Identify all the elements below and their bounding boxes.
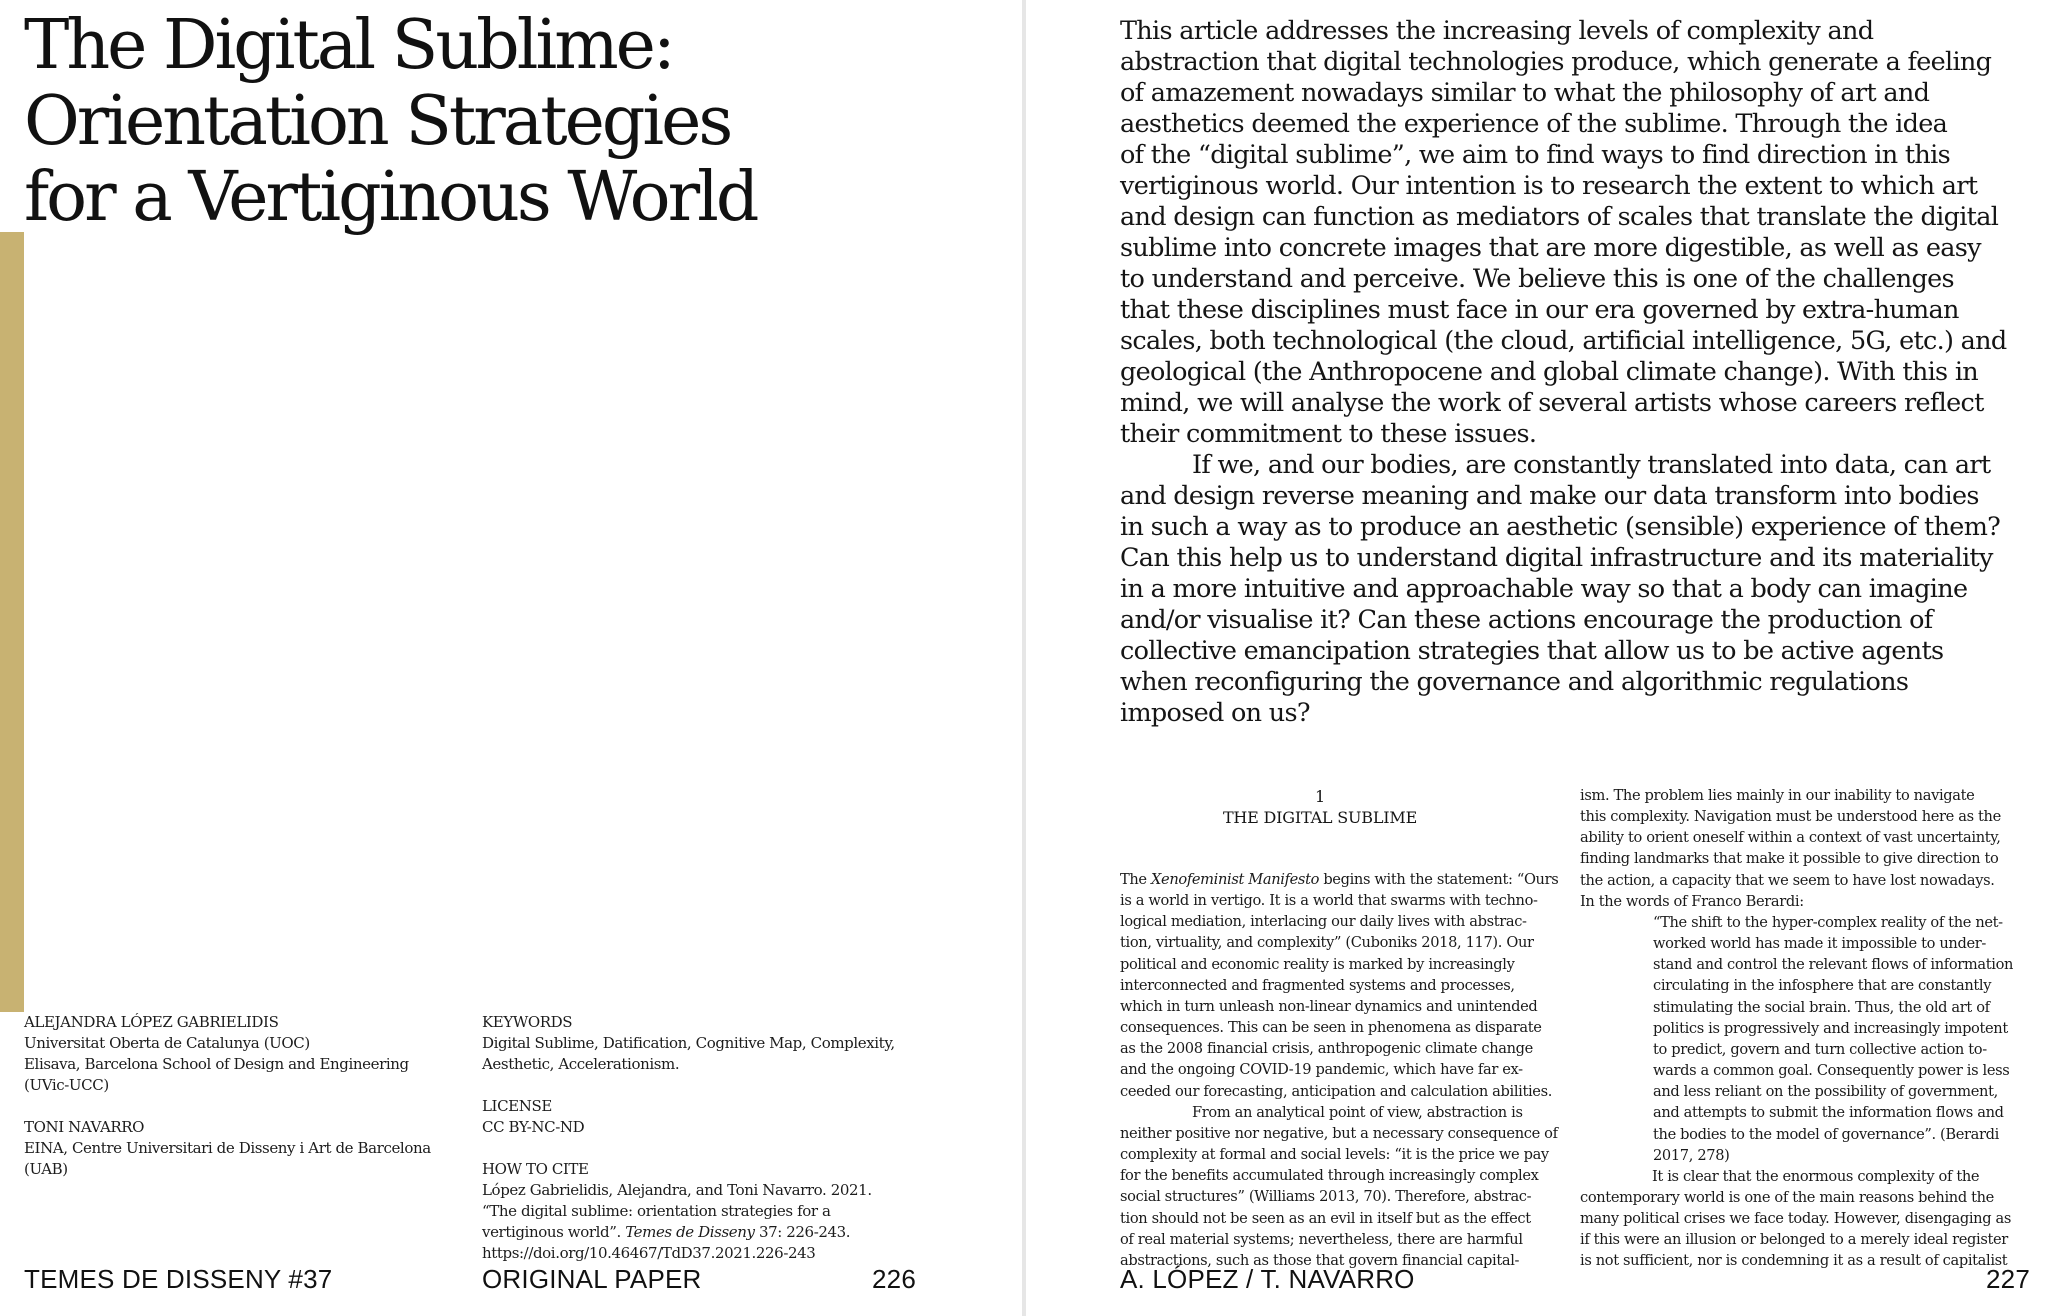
body-text-part: begins with the statement: “Ours — [1319, 871, 1559, 888]
cite-text-part: vertiginous world”. — [482, 1223, 626, 1241]
cite-text — [482, 1222, 922, 1243]
body-line: tion, virtuality, and complexity” (Cuboniks 2018, 117). Our — [1120, 934, 1534, 952]
body-line: is a world in vertigo. It is a world that swarms with techno- — [1120, 892, 1538, 910]
body-line: From an analytical point of view, abstraction is — [1192, 1103, 1523, 1121]
abstract-line: Can this help us to understand digital infrastructure and its materiality — [1120, 543, 1993, 573]
license-label: LICENSE — [482, 1097, 552, 1115]
block-quote-line: circulating in the infosphere that are constantly — [1653, 977, 1992, 995]
body-line — [1120, 869, 1590, 890]
body-line: political and economic reality is marked by increasingly — [1120, 955, 1515, 973]
body-line: and the ongoing COVID-19 pandemic, which have far ex- — [1120, 1061, 1523, 1079]
keywords-label: KEYWORDS — [482, 1013, 573, 1031]
body-line: many political crises we face today. However, disengaging as — [1580, 1210, 2011, 1228]
author-affiliations — [24, 1012, 464, 1180]
abstract-line: sublime into concrete images that are more digestible, as well as easy — [1120, 233, 1981, 263]
license-value: CC BY-NC-ND — [482, 1118, 585, 1136]
abstract-line: in such a way as to produce an aesthetic (sensible) experience of them? — [1120, 512, 2001, 542]
body-line: ceeded our forecasting, anticipation and calculation abilities. — [1120, 1082, 1553, 1100]
page-number: 227 — [1986, 1264, 2030, 1294]
body-line: complexity at formal and social levels: “it is the price we pay — [1120, 1146, 1549, 1164]
abstract-line: to understand and perceive. We believe this is one of the challenges — [1120, 264, 1954, 294]
article-title — [24, 8, 756, 236]
body-line: tion should not be seen as an evil in itself but as the effect — [1120, 1209, 1531, 1227]
author-affiliation: EINA, Centre Universitari de Disseny i Art de Barcelona — [24, 1139, 431, 1157]
footer-journal: TEMES DE DISSENY #37 — [24, 1264, 333, 1294]
block-quote-line: politics is progressively and increasingly impotent — [1653, 1019, 2008, 1037]
body-line: In the words of Franco Berardi: — [1580, 892, 1804, 910]
body-line: which in turn unleash non-linear dynamics and unintended — [1120, 997, 1538, 1015]
abstract-line: abstraction that digital technologies produce, which generate a feeling — [1120, 47, 1992, 77]
left-page — [0, 0, 1022, 1316]
abstract-line: scales, both technological (the cloud, artificial intelligence, 5G, etc.) and — [1120, 326, 2007, 356]
block-quote-line: and attempts to submit the information flows and — [1653, 1104, 2004, 1122]
body-text-part: The — [1120, 871, 1152, 888]
block-quote-line: “The shift to the hyper-complex reality of the net- — [1653, 913, 2003, 931]
doi-link[interactable]: https://doi.org/10.46467/TdD37.2021.226-243 — [482, 1244, 816, 1262]
abstract-line: and/or visualise it? Can these actions encourage the production of — [1120, 605, 1933, 635]
body-line: the action, a capacity that we seem to have lost nowadays. — [1580, 871, 1995, 889]
abstract-line: geological (the Anthropocene and global climate change). With this in — [1120, 357, 1979, 387]
block-quote-line: stimulating the social brain. Thus, the old art of — [1653, 998, 1990, 1016]
article-metadata — [482, 1012, 922, 1264]
body-line: as the 2008 financial crisis, anthropogenic climate change — [1120, 1040, 1533, 1058]
body-column-left — [1120, 869, 1590, 1271]
right-page — [1026, 0, 2048, 1316]
author-name: ALEJANDRA LÓPEZ GABRIELIDIS — [24, 1013, 279, 1031]
abstract-line: collective emancipation strategies that allow us to be active agents — [1120, 636, 1944, 666]
keywords-text: Digital Sublime, Datification, Cognitive Map, Complexity, — [482, 1034, 895, 1052]
body-line: ism. The problem lies mainly in our inability to navigate — [1580, 787, 1975, 804]
abstract-line: If we, and our bodies, are constantly translated into data, can art — [1192, 450, 1991, 480]
abstract-line: of amazement nowadays similar to what the philosophy of art and — [1120, 78, 1930, 108]
abstract-line: imposed on us? — [1120, 698, 1310, 728]
footer-authors: A. LÓPEZ / T. NAVARRO — [1120, 1264, 1415, 1294]
abstract-line: This article addresses the increasing levels of complexity and — [1120, 16, 1874, 46]
body-column-right — [1580, 785, 2048, 1272]
body-line: of real material systems; nevertheless, there are harmful — [1120, 1230, 1523, 1248]
block-quote-line: to predict, govern and turn collective action to- — [1653, 1040, 1987, 1058]
abstract-line: and design reverse meaning and make our data transform into bodies — [1120, 481, 1979, 511]
block-quote-line: wards a common goal. Consequently power is less — [1653, 1062, 2010, 1080]
block-quote-line: the bodies to the model of governance”. (Berardi — [1653, 1125, 1999, 1143]
cite-journal: Temes de Disseny — [625, 1223, 755, 1241]
title-line: The Digital Sublime: — [24, 6, 673, 85]
abstract — [1120, 16, 2040, 729]
book-title: Xenofeminist Manifesto — [1151, 871, 1320, 888]
abstract-line: their commitment to these issues. — [1120, 419, 1537, 449]
author-name: TONI NAVARRO — [24, 1118, 145, 1136]
abstract-line: and design can function as mediators of scales that translate the digital — [1120, 202, 1999, 232]
abstract-line: vertiginous world. Our intention is to research the extent to which art — [1120, 171, 1978, 201]
spacer — [24, 1096, 464, 1117]
block-quote-line: 2017, 278) — [1653, 1146, 1730, 1164]
section-number: 1 — [1315, 787, 1325, 806]
body-line: logical mediation, interlacing our daily lives with abstrac- — [1120, 913, 1527, 931]
block-quote-line: worked world has made it impossible to under- — [1653, 935, 1986, 953]
body-line: consequences. This can be seen in phenomena as disparate — [1120, 1019, 1542, 1037]
title-line: for a Vertiginous World — [24, 158, 757, 237]
section-title: THE DIGITAL SUBLIME — [1222, 808, 1418, 827]
body-line: social structures” (Williams 2013, 70). Therefore, abstrac- — [1120, 1188, 1532, 1206]
abstract-line: that these disciplines must face in our era governed by extra-human — [1120, 295, 1959, 325]
body-line: if this were an illusion or belonged to a merely ideal register — [1580, 1231, 2008, 1249]
section-heading — [1120, 786, 1520, 828]
author-affiliation: (UAB) — [24, 1160, 68, 1178]
accent-bar — [0, 232, 24, 1012]
author-affiliation: Universitat Oberta de Catalunya (UOC) — [24, 1034, 310, 1052]
page-number: 226 — [872, 1264, 916, 1294]
body-line: this complexity. Navigation must be understood here as the — [1580, 808, 2001, 826]
body-line: ability to orient oneself within a context of vast uncertainty, — [1580, 829, 2001, 847]
block-quote-line: and less reliant on the possibility of government, — [1653, 1083, 1998, 1101]
body-line: for the benefits accumulated through increasingly complex — [1120, 1167, 1539, 1185]
body-line: abstractions, such as those that govern financial capital- — [1120, 1251, 1520, 1269]
block-quote-line: stand and control the relevant flows of information — [1653, 956, 2014, 974]
body-line: neither positive nor negative, but a necessary consequence of — [1120, 1124, 1558, 1142]
abstract-line: mind, we will analyse the work of several artists whose careers reflect — [1120, 388, 1984, 418]
abstract-line: in a more intuitive and approachable way so that a body can imagine — [1120, 574, 1968, 604]
cite-text: “The digital sublime: orientation strategies for a — [482, 1202, 831, 1220]
body-line: interconnected and fragmented systems and processes, — [1120, 976, 1515, 994]
body-line: is not sufficient, nor is condemning it as a result of capitalist — [1580, 1252, 2008, 1270]
author-affiliation: Elisava, Barcelona School of Design and Engineering — [24, 1055, 409, 1073]
abstract-line: of the “digital sublime”, we aim to find ways to find direction in this — [1120, 140, 1950, 170]
keywords-text: Aesthetic, Accelerationism. — [482, 1055, 680, 1073]
footer-article-type: ORIGINAL PAPER — [482, 1264, 702, 1294]
title-line: Orientation Strategies — [24, 82, 731, 161]
spacer — [482, 1075, 922, 1096]
body-line: It is clear that the enormous complexity of the — [1652, 1167, 1980, 1185]
abstract-line: when reconfiguring the governance and algorithmic regulations — [1120, 667, 1909, 697]
spacer — [482, 1138, 922, 1159]
cite-text-part: 37: 226-243. — [754, 1223, 851, 1241]
abstract-line: aesthetics deemed the experience of the sublime. Through the idea — [1120, 109, 1948, 139]
body-line: finding landmarks that make it possible to give direction to — [1580, 850, 1999, 868]
body-line: contemporary world is one of the main reasons behind the — [1580, 1188, 1994, 1206]
cite-label: HOW TO CITE — [482, 1160, 589, 1178]
author-affiliation: (UVic-UCC) — [24, 1076, 109, 1094]
cite-text: López Gabrielidis, Alejandra, and Toni Navarro. 2021. — [482, 1181, 872, 1199]
